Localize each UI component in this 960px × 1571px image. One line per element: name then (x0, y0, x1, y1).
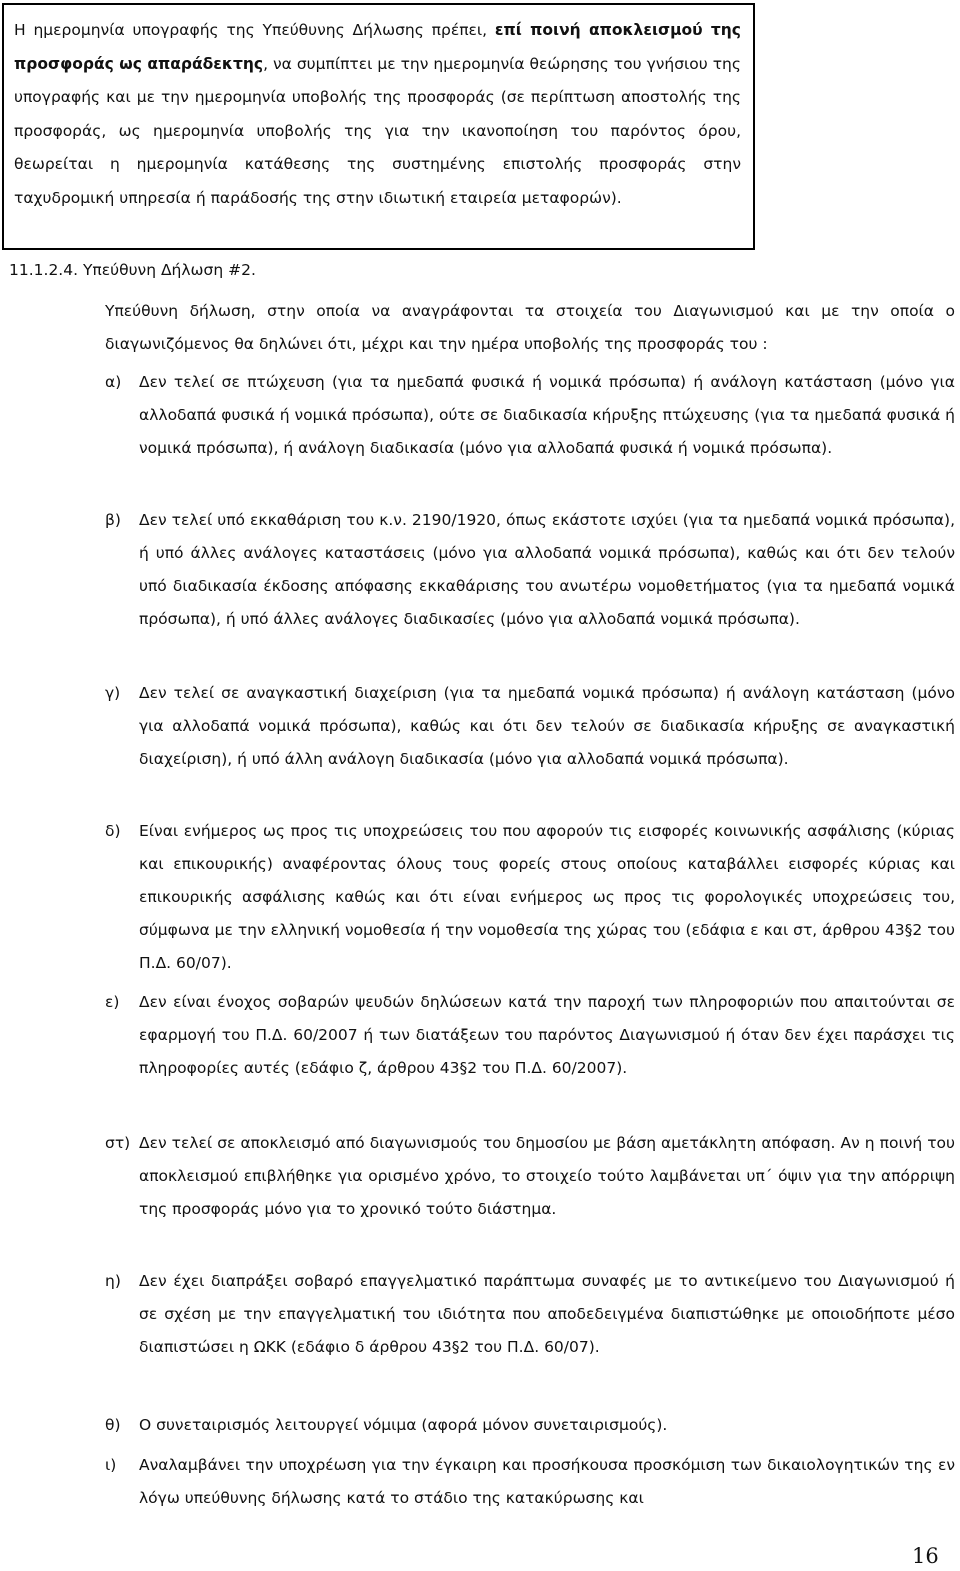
notice-bold-text: επί ποινή αποκλεισμού της προσφοράς ως απαράδεκτης (14, 21, 741, 73)
notice-text-after: , να συμπίπτει με την ημερομηνία θεώρησης του γνήσιου της υπογραφής και με την ημερομηνία υποβολής της προσφοράς (σε περίπτωση αποστολής της προσφοράς, ως ημερομηνία υποβολής της για την ικανοποίηση του παρόντος όρου, θεωρείται η ημερομηνία κατάθεσης της συστημένης επιστολής προσφοράς στην ταχυδρομική υπηρεσία ή παράδοσής της στην ιδιωτική εταιρεία μεταφορών). (14, 54, 741, 207)
list-item-text: Δεν τελεί σε αποκλεισμό από διαγωνισμούς του δημοσίου με βάση αμετάκλητη απόφαση. Αν η ποινή του αποκλεισμού επιβλήθηκε για ορισμένο χρόνο, το στοιχείο τούτο λαμβάνεται υπ΄ όψιν για την απόρριψη της προσφοράς μόνο για το χρονικό τούτο διάστημα. (139, 1134, 955, 1218)
list-item-label: γ) (105, 684, 121, 702)
list-item-label: στ) (105, 1134, 131, 1152)
list-item-h (105, 1265, 955, 1364)
list-item-th (105, 1409, 955, 1442)
list-item-a (105, 366, 955, 465)
section-intro: Υπεύθυνη δήλωση, στην οποία να αναγράφονται τα στοιχεία του Διαγωνισμού και με την οποία ο διαγωνιζόμενος θα δηλώνει ότι, μέχρι και την ημέρα υποβολής της προσφοράς του : (105, 302, 955, 353)
list-item-b (105, 504, 955, 636)
list-item-text: Είναι ενήμερος ως προς τις υποχρεώσεις του που αφορούν τις εισφορές κοινωνικής ασφάλισης (κύριας και επικουρικής) αναφέροντας όλους τους φορείς στους οποίους καταβάλλει εισφορές κύριας και επικουρικής ασφάλισης καθώς και ότι είναι ενήμερος ως προς τις φορολογικές υποχρεώσεις του, σύμφωνα με την ελληνική νομοθεσία ή την νομοθεσία της χώρας του (εδάφια ε και στ, άρθρου 43§2 του Π.Δ. 60/07). (139, 822, 955, 972)
list-item-label: θ) (105, 1416, 121, 1434)
list-item-d (105, 815, 955, 980)
list-item-text: Δεν έχει διαπράξει σοβαρό επαγγελματικό παράπτωμα συναφές με το αντικείμενο του Διαγωνισμού ή σε σχέση με την επαγγελματική του ιδιότητα που αποδεδειγμένα διαπιστώθηκε με οποιοδήποτε μέσο διαπιστώσει η ΩΚΚ (εδάφιο δ άρθρου 43§2 του Π.Δ. 60/07). (139, 1272, 955, 1356)
list-item-label: ι) (105, 1456, 117, 1474)
section-heading: 11.1.2.4. Υπεύθυνη Δήλωση #2. (9, 261, 256, 279)
notice-box (2, 3, 755, 250)
notice-text-before: Η ημερομηνία υπογραφής της Υπεύθυνης Δήλωσης πρέπει, (14, 21, 495, 39)
list-item-label: α) (105, 373, 122, 391)
list-item-text: Δεν είναι ένοχος σοβαρών ψευδών δηλώσεων κατά την παροχή των πληροφοριών που απαιτούνται σε εφαρμογή του Π.Δ. 60/2007 ή των διατάξεων του παρόντος Διαγωνισμού ή όταν δεν έχει παράσχει τις πληροφορίες αυτές (εδάφιο ζ, άρθρου 43§2 του Π.Δ. 60/2007). (139, 993, 955, 1077)
list-item-text: Ο συνεταιρισμός λειτουργεί νόμιμα (αφορά μόνον συνεταιρισμούς). (139, 1416, 668, 1434)
list-item-text: Δεν τελεί σε αναγκαστική διαχείριση (για τα ημεδαπά νομικά πρόσωπα) ή ανάλογη κατάσταση (μόνο για αλλοδαπά νομικά πρόσωπα), καθώς και ότι δεν τελούν σε διαδικασία κήρυξης σε αναγκαστική διαχείριση), ή υπό άλλη ανάλογη διαδικασία (μόνο για αλλοδαπά νομικά πρόσωπα). (139, 684, 955, 768)
list-item-e (105, 986, 955, 1085)
list-item-text: Αναλαμβάνει την υποχρέωση για την έγκαιρη και προσήκουσα προσκόμιση των δικαιολογητικών της εν λόγω υπεύθυνης δήλωσης κατά το στάδιο της κατακύρωσης και (139, 1456, 955, 1507)
list-item-st (105, 1127, 955, 1226)
list-item-text: Δεν τελεί σε πτώχευση (για τα ημεδαπά φυσικά ή νομικά πρόσωπα) ή ανάλογη κατάσταση (μόνο για αλλοδαπά φυσικά ή νομικά πρόσωπα), ούτε σε διαδικασία κήρυξης πτώχευσης (για τα ημεδαπά φυσικά ή νομικά πρόσωπα), ή ανάλογη διαδικασία (μόνο για αλλοδαπά φυσικά ή νομικά πρόσωπα). (139, 373, 955, 457)
list-item-label: η) (105, 1272, 121, 1290)
list-item-label: β) (105, 511, 121, 529)
list-item-c (105, 677, 955, 776)
list-item-i (105, 1449, 955, 1515)
list-item-label: δ) (105, 822, 121, 840)
list-item-text: Δεν τελεί υπό εκκαθάριση του κ.ν. 2190/1920, όπως εκάστοτε ισχύει (για τα ημεδαπά νομικά πρόσωπα), ή υπό άλλες ανάλογες καταστάσεις (μόνο για αλλοδαπά νομικά πρόσωπα), καθώς και ότι δεν τελούν υπό διαδικασία έκδοσης απόφασης εκκαθάρισης του ανωτέρω νομοθετήματος (για τα ημεδαπά νομικά πρόσωπα), ή υπό άλλες ανάλογες διαδικασίες (μόνο για αλλοδαπά νομικά πρόσωπα). (139, 511, 955, 628)
list-item-label: ε) (105, 993, 120, 1011)
page-number: 16 (912, 1544, 939, 1568)
